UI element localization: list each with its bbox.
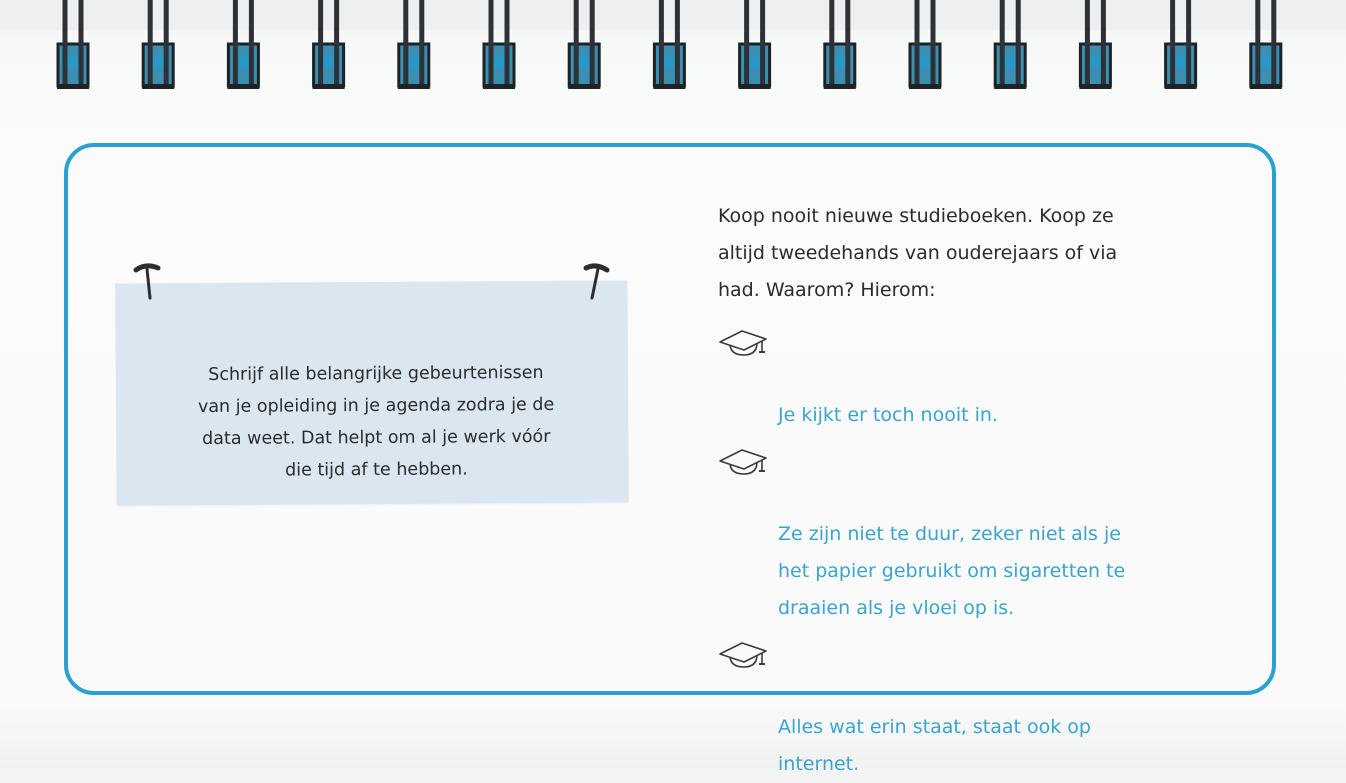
pin-icon xyxy=(580,262,612,302)
binding-ring xyxy=(1250,0,1282,89)
binding-ring xyxy=(483,0,515,89)
binding-ring xyxy=(994,0,1026,89)
binding-ring xyxy=(1165,0,1197,89)
pin-icon xyxy=(132,262,164,302)
tips-list xyxy=(718,323,1238,783)
list-item-text: Ze zijn niet te duur, zeker niet als je het papier gebruikt om sigaretten te draaien als je vloei op is. xyxy=(778,523,1126,619)
graduation-cap-icon xyxy=(718,639,770,669)
list-item xyxy=(718,323,1238,434)
note-text: Schrijf alle belangrijke gebeurtenissen van je opleiding in je agenda zodra je de data weet. Dat helpt om al je werk vóór die tijd af te hebben. xyxy=(197,362,555,481)
binding-ring xyxy=(57,0,89,89)
tips-column xyxy=(718,198,1238,783)
binding-ring xyxy=(1079,0,1111,89)
list-item xyxy=(718,442,1238,627)
binding-ring xyxy=(568,0,600,89)
tips-intro: Koop nooit nieuwe studieboeken. Koop ze altijd tweedehands van ouderejaars of via had. Waarom? Hierom: xyxy=(718,205,1118,301)
binding-ring xyxy=(824,0,856,89)
binding-ring xyxy=(398,0,430,89)
list-item-text: Alles wat erin staat, staat ook op internet. xyxy=(778,716,1091,775)
pinned-note xyxy=(110,262,635,512)
spiral-binding xyxy=(0,0,1346,100)
note-paper xyxy=(115,280,628,505)
binding-ring xyxy=(227,0,259,89)
graduation-cap-icon xyxy=(718,327,770,357)
binding-ring xyxy=(739,0,771,89)
binding-ring xyxy=(142,0,174,89)
binding-ring xyxy=(909,0,941,89)
list-item-text: Je kijkt er toch nooit in. xyxy=(778,404,998,426)
binding-ring xyxy=(313,0,345,89)
binding-ring xyxy=(653,0,685,89)
list-item xyxy=(718,635,1238,783)
graduation-cap-icon xyxy=(718,446,770,476)
